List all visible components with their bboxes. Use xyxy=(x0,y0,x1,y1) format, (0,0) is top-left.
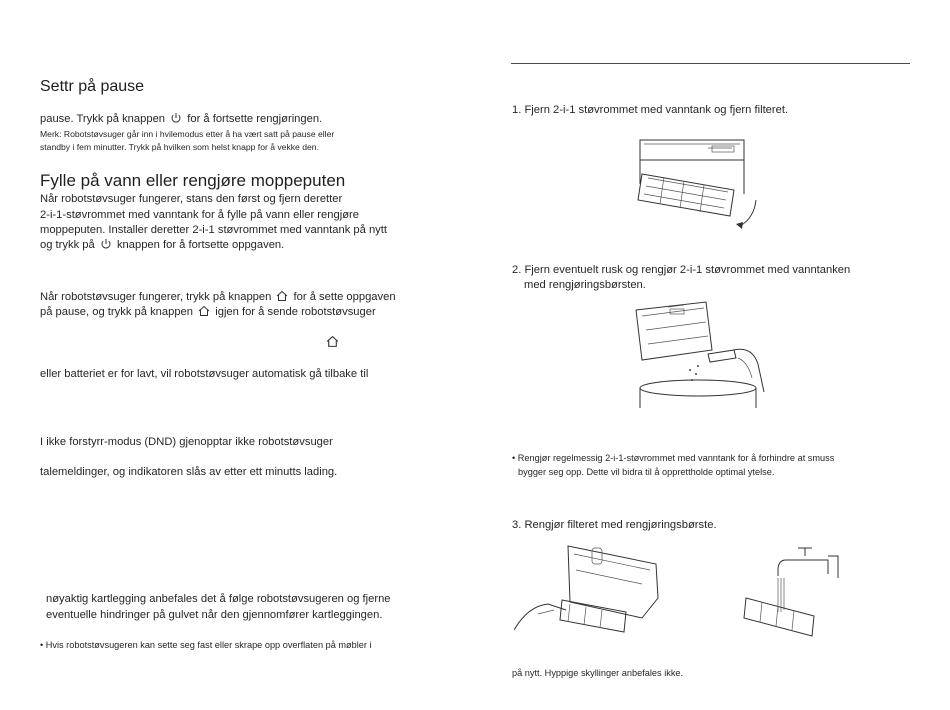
dock-text-2a: på pause, og trykk på knappen xyxy=(40,306,194,318)
pause-text-1: pause. Trykk på knappen xyxy=(40,113,166,125)
filter-rinsing-illustration xyxy=(742,542,842,642)
pause-paragraph xyxy=(40,111,322,127)
step-2-line-1: 2. Fjern eventuelt rusk og rengjør 2-i-1 støvrommet med vanntanken xyxy=(512,264,851,276)
water-text-4a: og trykk på xyxy=(40,239,95,251)
home-icon xyxy=(276,290,288,302)
water-line-4 xyxy=(40,237,284,253)
water-text-4b: knappen for å fortsette oppgaven. xyxy=(116,239,285,251)
power-icon xyxy=(170,112,182,124)
dock-text-2b: igjen for å sende robotstøvsuger xyxy=(215,306,376,318)
dock-line-1 xyxy=(40,289,396,305)
rinse-line: på nytt. Hyppige skyllinger anbefales ikke. xyxy=(512,668,684,678)
dock-line-2 xyxy=(40,304,376,320)
dnd-line: I ikke forstyrr-modus (DND) gjenopptar ikke robotstøvsuger xyxy=(40,436,333,448)
dock-text-1b: for å sette oppgaven xyxy=(293,291,396,303)
filter-brushing-illustration xyxy=(514,540,664,640)
water-line-1: Når robotstøvsuger fungerer, stans den først og fjern deretter xyxy=(40,193,343,205)
step-3: 3. Rengjør filteret med rengjøringsbørste. xyxy=(512,519,717,531)
bin-cleaning-illustration xyxy=(634,300,766,408)
tip-line-1: • Rengjør regelmessig 2-i-1-støvrommet med vanntank for å forhindre at smuss xyxy=(512,453,835,463)
water-line-3: moppeputen. Installer deretter 2-i-1 støvrommet med vanntank på nytt xyxy=(40,224,387,236)
bullet-furniture: • Hvis robotstøvsugeren kan sette seg fast eller skrape opp overflaten på møbler i xyxy=(40,640,372,650)
step-2-line-2: med rengjøringsbørsten. xyxy=(524,279,646,291)
map-line-2: eventuelle hindringer på gulvet når den gjennomfører kartleggingen. xyxy=(46,609,383,621)
note-line-2: standby i fem minutter. Trykk på hvilken som helst knapp for å vekke den. xyxy=(40,142,319,152)
power-icon xyxy=(100,238,112,250)
battery-line: eller batteriet er for lavt, vil robotstøvsuger automatisk gå tilbake til xyxy=(40,368,369,380)
step-1: 1. Fjern 2-i-1 støvrommet med vanntank og fjern filteret. xyxy=(512,104,789,116)
heading-pause: Settr på pause xyxy=(40,78,145,95)
pause-text-2: for å fortsette rengjøringen. xyxy=(187,113,323,125)
voice-line: talemeldinger, og indikatoren slås av etter ett minutts lading. xyxy=(40,466,338,478)
header-rule xyxy=(511,63,910,64)
heading-water: Fylle på vann eller rengjøre moppeputen xyxy=(40,171,346,190)
tip-line-2: bygger seg opp. Dette vil bidra til å opprettholde optimal ytelse. xyxy=(518,467,775,477)
home-icon xyxy=(198,305,210,317)
dock-text-1a: Når robotstøvsuger fungerer, trykk på knappen xyxy=(40,291,272,303)
note-line-1: Merk: Robotstøvsuger går inn i hvilemodus etter å ha vært satt på pause eller xyxy=(40,129,335,139)
map-line-1: nøyaktig kartlegging anbefales det å følge robotstøvsugeren og fjerne xyxy=(46,593,391,605)
dustbin-filter-illustration xyxy=(632,134,760,230)
home-icon xyxy=(326,335,339,348)
water-line-2: 2-i-1-støvrommet med vanntank for å fylle på vann eller rengjøre xyxy=(40,209,359,221)
